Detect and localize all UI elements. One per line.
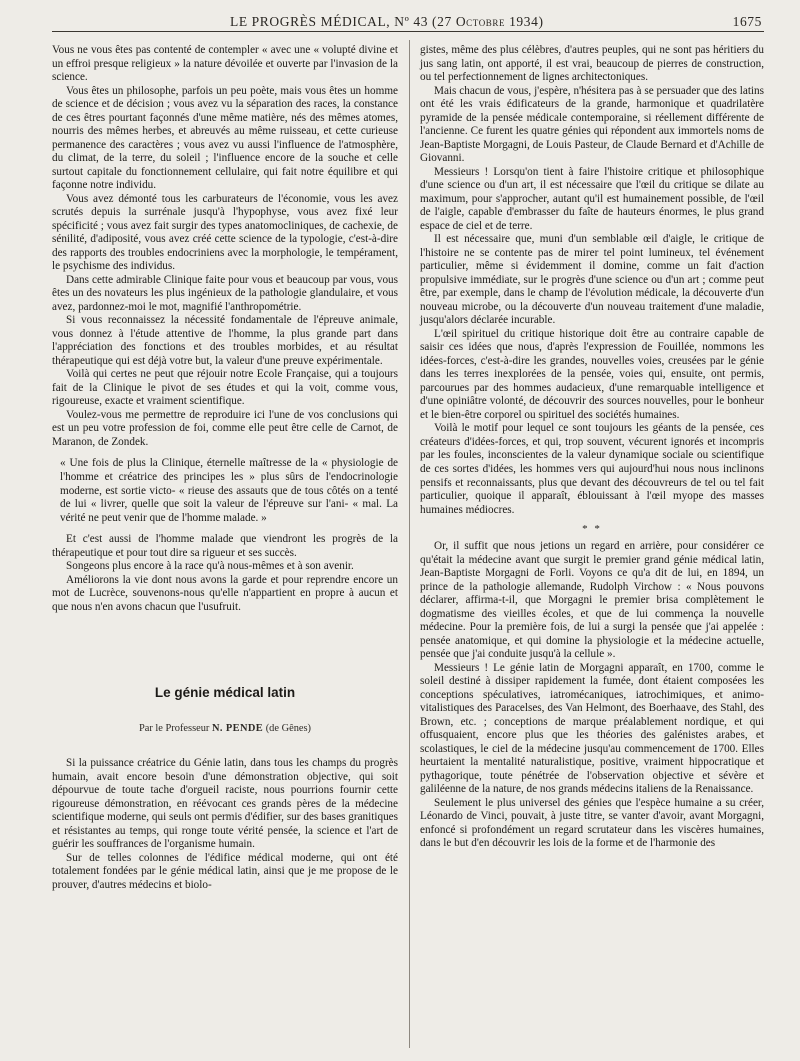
paragraph: Il est nécessaire que, muni d'un semblable œil d'aigle, le critique de l'histoire ne se contente pas de mirer tel point lumineux, tel événement particulier, même si évidemment il domine, comme un fait d'action propulsive immédiate, sur le progrès d'une science ou d'un art ; comme peut être, par exemple, dans le champ de l'évolution médicale, la découverte d'un nouveau microbe, ou la découverte d'un nouveau traitement d'une maladie, jusqu'alors déclarée incurable. <box>420 233 764 327</box>
byline-suffix: (de Gênes) <box>265 722 312 734</box>
byline-prefix: Par le Professeur <box>138 722 210 734</box>
page-header <box>52 10 764 32</box>
journal-title: LE PROGRÈS MÉDICAL, Nº 43 (27 Octobre 1934) <box>230 14 544 29</box>
block-quote: « Une fois de plus la Clinique, éternelle maîtresse de la « physiologie de l'homme et créatrice des principes les » plus sûrs de l'endocrinologie moderne, est sortie victo- « rieuse des assauts que de tous côtés on a tenté de lui « livrer, quelle que soit la valeur de l'épreuve sur l'ani- « mal. La vérité ne peut venir que de l'homme malade. » <box>60 457 398 524</box>
paragraph: Et c'est aussi de l'homme malade que viendront les progrès de la thérapeutique et pour tout dire sa rigueur et ses succès. <box>52 533 398 559</box>
article-title: Le génie médical latin <box>154 685 296 701</box>
paragraph: Voulez-vous me permettre de reproduire ici l'une de vos conclusions qui est un peu votre profession de foi, comme elle peut être celle de Carnot, de Maranon, de Zondek. <box>52 408 398 448</box>
paragraph: Or, il suffit que nous jetions un regard en arrière, pour considérer ce qu'était la médecine avant que surgit le premier grand génie médical latin, Jean-Baptiste Morgagni de Forli. Voyons ce qu'a dit de lui, en 1894, un prince de la pathologie allemande, Rudolph Virchow : « Nous pouvons déclarer, affirma-t-il, que Morgagni le premier brisa complètement le dogmatisme des vieilles écoles, et que de lui commença la nouvelle médecine. Pour la première fois, de lui a surgi la pensée que j'ai appelée : pensée anatomique, et qui domine la physiologie et la médecine actuelle, pensée que j'ai conduite jusqu'à la cellule ». <box>420 540 764 661</box>
section-separator: * * <box>582 523 602 536</box>
paragraph: Messieurs ! Le génie latin de Morgagni apparaît, en 1700, comme le soleil destiné à dissiper rapidement la fumée, dont étaient composées les conceptions spéculatives, iatromécaniques, iatrochimiques, et animo-vitalistiques des Paracelses, des Van Helmont, des Boerhaave, des Stahl, des Brown, etc. ; conceptions de marque préalablement nordique, et qui offusquaient, encore plus que les théories des galénistes arabes, et scolastiques, le ciel de la médecine jusqu'au commencement de 1700. Elles heurtaient la mentalité naturalistique, positive, vraiment hippocratique et pythagorique, toute pénétrée de l'observation objective et sévère et galiléenne de la nature, de nos grands médecins italiens de la Renaissance. <box>420 661 764 796</box>
paragraph: Améliorons la vie dont nous avons la garde et pour reprendre encore un mot de Lucrèce, souvenons-nous qu'elle n'appartient en propre à aucun et que nous n'en avons chacun que l'usufruit. <box>52 573 398 613</box>
paragraph: Si vous reconnaissez la nécessité fondamentale de l'épreuve animale, vous donnez à l'étude attentive de l'homme, la plus grande part dans l'appréciation des fonctions et des troubles morbides, et au résultat thérapeutique qui est déjà votre but, la valeur d'une preuve expérimentale. <box>52 314 398 367</box>
paragraph: Si la puissance créatrice du Génie latin, dans tous les champs du progrès humain, avait encore besoin d'une démonstration objective, qui soit dépourvue de toute tache d'orgueil raciste, nous pourrions fournir cette rigoureuse démonstration, en réévocant ces grands pères de la médecine scientifique moderne, qui seuls ont permis d'édifier, sur des bases granitiques et résistantes au temps, qui ronge toute vérité pensée, la science et l'art de guérir les souffrances de l'organisme humain. <box>52 757 398 851</box>
paragraph: Voilà le motif pour lequel ce sont toujours les géants de la pensée, ces créateurs d'idées-forces, et qui, trop souvent, vécurent ignorés et incompris par les foules, inconscientes de la valeur dynamique sociale ou scientifique de ces sortes d'idées, les hommes vers qui aujourd'hui nous nous inclinons pensifs et reconnaissants, plus que devant des découvreurs de tel ou tel fait particulier, quoique il apparaît, éblouissant à l'œil myope des masses humaines médiocres. <box>420 422 764 516</box>
paragraph: Voilà qui certes ne peut que réjouir notre Ecole Française, qui a toujours fait de la Clinique le pivot de ses études et qui la voit, comme vous, rigoureuse, exacte et vraiment scientifique. <box>52 368 398 408</box>
paragraph: Sur de telles colonnes de l'édifice médical moderne, qui ont été totalement fondées par le génie médical latin, ainsi que je me propose de le prouver, d'autres médecins et biolo- <box>52 851 398 891</box>
paragraph: Mais chacun de vous, j'espère, n'hésitera pas à se persuader que des latins ont été les vrais édificateurs de la grande, harmonique et quadrilatère pyramide de la pensée médicale contemporaine, si réellement différente de l'ancienne. Ce furent les quatre génies qui répondent aux immortels noms de Jean-Baptiste Morgagni, de Louis Pasteur, de Claude Bernard et d'Achille de Giovanni. <box>420 84 764 165</box>
article-byline <box>52 722 398 736</box>
header-rule <box>52 31 764 32</box>
paragraph: Songeons plus encore à la race qu'à nous-mêmes et à son avenir. <box>66 560 354 573</box>
right-column <box>420 44 764 851</box>
paragraph: Dans cette admirable Clinique faite pour vous et beaucoup par vous, vous êtes un des novateurs les plus ingénieux de la pathologie glandulaire, et vous avez, pardonnez-moi le mot, magnifié l'anthropométrie. <box>52 273 398 313</box>
paragraph: gistes, même des plus célèbres, d'autres peuples, qui ne sont pas héritiers du jus sang latin, ont apporté, il est vrai, beaucoup de pierres de construction, ou tel perfectionnement de lignes architectoniques. <box>420 44 764 84</box>
paragraph: Seulement le plus universel des génies que l'espèce humaine a su créer, Léonardo de Vinci, pouvait, à juste titre, se vanter d'avoir, avant Morgagni, enfoncé si profondément un regard scrutateur dans les viscères humaines, dans le but d'en découvrir les lois de la forme et de l'harmonie des <box>420 796 764 850</box>
page-number: 1675 <box>732 14 762 29</box>
left-column <box>52 44 398 892</box>
byline-author: N. PENDE <box>211 722 264 734</box>
paragraph: Messieurs ! Lorsqu'on tient à faire l'histoire critique et philosophique d'une science ou d'un art, il est nécessaire que l'œil du critique se dilate au maximum, pour s'approcher, autant qu'il est humainement possible, de l'œil de l'aigle, capable d'embrasser du faîte de hauteurs énormes, le plus grand espace de ciel et de terre. <box>420 165 764 232</box>
paragraph: Vous avez démonté tous les carburateurs de l'économie, vous les avez scrutés depuis la surrénale jusqu'à l'hypophyse, vous avez fixé leur spécificité ; vous avez fait surgir des types anatomocliniques, de cachexie, de sénilité, d'adiposité, vous avez créé cette science de la typologie, c'est-à-dire des rapports des troubles endocriniens avec la morphologie, le tempérament, le psychisme des individus. <box>52 192 398 273</box>
paragraph: Vous ne vous êtes pas contenté de contempler « avec une « volupté divine et un effroi presque religieux » la nature dévoilée et ouverte par l'invasion de la science. <box>52 44 398 84</box>
paragraph: Vous êtes un philosophe, parfois un peu poète, mais vous êtes un homme de science et de décision ; vous avez vu la séparation des races, la constance de ces êtres pourtant façonnés d'une même matière, nés des mêmes atomes, nourris des mêmes herbes, et abreuvés au même ruisseau, et cette curieuse permanence des caractères ; vous avez vu aussi l'influence de l'atmosphère, du climat, de la terre, du soleil ; l'influence encore de la souche et celle surtout capitale du fonctionnement cellulaire, qui fait notre équilibre et qui façonne notre individu. <box>52 84 398 192</box>
paragraph: L'œil spirituel du critique historique doit être au contraire capable de saisir ces idées que nous, d'après l'expression de Fouillée, nommons les idées-forces, c'est-à-dire les grandes, nouvelles voies, creusées par le génie dans les terres inexplorées de la pensée, voies qui, ensuite, ont permis, parcourues par des hommes audacieux, d'une remarquable intelligence et d'une opiniâtre volonté, de découvrir des sources nouvelles, pour le bonheur et le bien-être corporel ou spirituel des sociétés humaines. <box>420 327 764 421</box>
column-divider <box>409 40 410 1048</box>
